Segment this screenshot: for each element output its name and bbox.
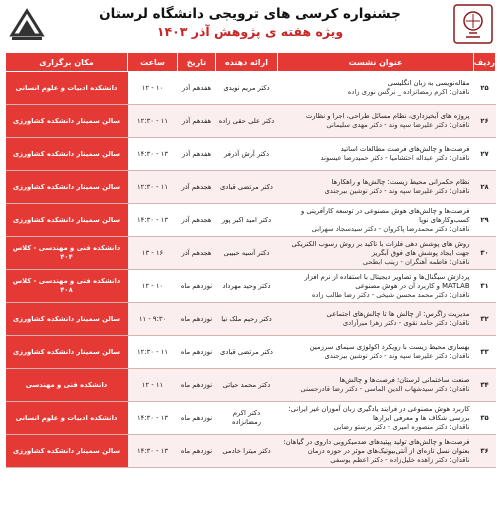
table-row: [6, 336, 496, 369]
session-place: دانشکده فنی و مهندسی - کلاس ۴۰۸: [6, 270, 128, 303]
presenter: دکتر علی حقی زاده: [216, 105, 278, 138]
session-title: مقاله‌نویسی به زبان انگلیسی: [387, 79, 470, 87]
session-date: هجدهم آذر: [178, 171, 216, 204]
row-number: ۲۹: [474, 204, 496, 237]
session-time: ۱۳ - ۱۴:۳۰: [128, 204, 178, 237]
schedule-table: [5, 52, 496, 468]
session-critics: ناقدان: دکتر محمد محسن شیخی - دکتر رضا طالب زاده: [311, 290, 470, 299]
session-title-cell: [278, 435, 474, 468]
session-place: سالن سمینار دانشکده کشاورزی: [6, 138, 128, 171]
table-row: [6, 303, 496, 336]
row-number: ۳۱: [474, 270, 496, 303]
session-critics: ناقدان: دکتر علیرضا سپه وند - دکتر نوشین بیرجندی: [324, 352, 470, 360]
session-time: ۱۱ - ۱۲: [128, 369, 178, 402]
row-number: ۲۵: [474, 72, 496, 105]
session-date: نوزدهم ماه: [178, 435, 216, 468]
session-title: مدیریت زاگرس: از چالش ها تا چالش‌های اجتماعی: [326, 310, 470, 318]
session-place: سالن سمینار دانشکده کشاورزی: [6, 303, 128, 336]
col-header-place: مکان برگزاری: [6, 53, 128, 72]
table-row: [6, 204, 496, 237]
session-place: دانشکده ادبیات و علوم انسانی: [6, 402, 128, 435]
row-number: ۳۰: [474, 237, 496, 270]
session-title: پروژه های آبخیزداری، نظام مسائل طراحی، اجرا و نظارت: [305, 112, 470, 120]
row-number: ۳۳: [474, 336, 496, 369]
session-critics: ناقدان: دکتر محمدرضا پاکروان - دکتر سیدسجاد سهرابی: [311, 224, 470, 233]
session-time: ۹:۳۰ - ۱۱: [128, 303, 178, 336]
row-number: ۲۸: [474, 171, 496, 204]
session-place: سالن سمینار دانشکده کشاورزی: [6, 204, 128, 237]
session-place: دانشکده فنی و مهندسی: [6, 369, 128, 402]
session-date: هفدهم آذر: [178, 105, 216, 138]
row-number: ۳۶: [474, 435, 496, 468]
presenter: دکتر اکرم رمضانزاده: [216, 402, 278, 435]
table-row: [6, 237, 496, 270]
page-subtitle: ویژه هفته ی پژوهش آذر ۱۴۰۳: [156, 24, 344, 39]
session-critics: ناقدان: دکتر علیرضا سپه وند - دکتر مهدی سلیمانی: [326, 121, 470, 129]
table-row: [6, 435, 496, 468]
session-place: سالن سمینار دانشکده کشاورزی: [6, 105, 128, 138]
session-time: ۱۱ - ۱۲:۳۰: [128, 336, 178, 369]
session-title-cell: [278, 105, 474, 138]
session-date: نوزدهم ماه: [178, 303, 216, 336]
table-row: [6, 270, 496, 303]
table-header-row: [6, 53, 496, 72]
presenter: دکتر آرش آذرفر: [216, 138, 278, 171]
col-header-no: ردیف: [474, 53, 496, 72]
session-time: ۱۳ - ۱۴:۳۰: [128, 435, 178, 468]
session-place: دانشکده ادبیات و علوم انسانی: [6, 72, 128, 105]
session-date: هفدهم آذر: [178, 72, 216, 105]
row-number: ۳۵: [474, 402, 496, 435]
presenter: دکتر مرتضی قبادی: [216, 336, 278, 369]
col-header-time: ساعت: [128, 53, 178, 72]
session-date: نوزدهم ماه: [178, 270, 216, 303]
session-time: ۱۳ - ۱۴:۳۰: [128, 402, 178, 435]
research-week-logo-icon: [452, 3, 494, 45]
session-time: ۱۰ - ۱۲: [128, 270, 178, 303]
presenter: دکتر آسیه حبیبی: [216, 237, 278, 270]
session-critics: ناقدان: دکتر حامد نقوی - دکتر زهرا میرآزادی: [342, 319, 470, 327]
session-title-cell: [278, 336, 474, 369]
session-time: ۱۱ - ۱۲:۳۰: [128, 105, 178, 138]
row-number: ۳۴: [474, 369, 496, 402]
session-title: بهسازی محیط زیست با رویکرد اکولوژی سیمای سرزمین: [309, 343, 470, 351]
session-critics: ناقدان: دکتر منصوره امیری - دکتر پرستو رضایی: [333, 422, 470, 431]
presenter: دکتر محمد حیاتی: [216, 369, 278, 402]
session-title-cell: [278, 237, 474, 270]
session-title: نظام حکمرانی محیط زیست: چالش‌ها و راهکارها: [331, 178, 470, 186]
session-critics: ناقدان: دکتر عبداله احتشامیا - دکتر حمیدرضا عیسوند: [320, 154, 470, 162]
session-date: نوزدهم ماه: [178, 369, 216, 402]
session-title-cell: [278, 72, 474, 105]
col-header-date: تاریخ: [178, 53, 216, 72]
session-date: هجدهم آذر: [178, 204, 216, 237]
session-title: کاربرد هوش مصنوعی در فرایند یادگیری زبان آموزان غیر ایرانی: بررسی شکاف ها و معرفی ابزارها: [288, 404, 470, 422]
row-number: ۲۷: [474, 138, 496, 171]
presenter: دکتر وحید مهرداد: [216, 270, 278, 303]
table-row: [6, 402, 496, 435]
presenter: دکتر رحیم ملک نیا: [216, 303, 278, 336]
table-row: [6, 369, 496, 402]
session-title-cell: [278, 402, 474, 435]
session-title-cell: [278, 270, 474, 303]
header: [0, 0, 500, 52]
session-critics: ناقدان: اکرم رمضانزاده _ نرگس نوری زاده: [347, 88, 470, 96]
presenter: دکتر مریم نویدی: [216, 72, 278, 105]
col-header-title: عنوان نشست: [278, 53, 474, 72]
session-critics: ناقدان: دکتر علیرضا سپه وند - دکتر نوشین بیرجندی: [324, 187, 470, 195]
session-critics: ناقدان: دکتر زاهده خلیل‌زاده - دکتر اعظم یوسفی: [330, 455, 470, 464]
presenter: دکتر مرتضی قبادی: [216, 171, 278, 204]
session-title-cell: [278, 369, 474, 402]
session-place: سالن سمینار دانشکده کشاورزی: [6, 336, 128, 369]
session-time: ۱۱ - ۱۲:۳۰: [128, 171, 178, 204]
session-place: سالن سمینار دانشکده کشاورزی: [6, 171, 128, 204]
session-title-cell: [278, 303, 474, 336]
table-row: [6, 171, 496, 204]
session-critics: ناقدان: دکتر سیدشهاب الدین الماسی - دکتر رضا قادرحسنی: [300, 385, 470, 393]
session-date: نوزدهم ماه: [178, 402, 216, 435]
table-row: [6, 138, 496, 171]
session-title: روش های پوشش دهی فلزات با تاکید بر روش رسوب الکتریکی جهت ایجاد پوشش های فوق آبگریز: [291, 239, 470, 257]
table-row: [6, 105, 496, 138]
session-title-cell: [278, 204, 474, 237]
session-title-cell: [278, 138, 474, 171]
session-title: فرصت‌ها و چالش‌های هوش مصنوعی در توسعه کارآفرینی و کسب‌وکارهای نوپا: [300, 206, 470, 224]
session-place: دانشکده فنی و مهندسی - کلاس ۴۰۴: [6, 237, 128, 270]
presenter: دکتر امید اکبر پور: [216, 204, 278, 237]
session-title: فرصت‌ها و چالش‌های فرصت مطالعات اساتید: [340, 145, 470, 153]
row-number: ۲۶: [474, 105, 496, 138]
page-title: جشنواره کرسی های ترویجی دانشگاه لرستان: [99, 6, 401, 22]
session-date: هجدهم آذر: [178, 237, 216, 270]
session-date: هفدهم آذر: [178, 138, 216, 171]
session-time: ۱۳ - ۱۴:۳۰: [128, 138, 178, 171]
session-title: پردازش سیگنال‌ها و تصاویر دیجیتال با استفاده از نرم افزار MATLAB و کاربرد آن در هوش مصنوعی: [304, 272, 470, 290]
session-title: صنعت ساختمانی لرستان؛ فرصت‌ها و چالش‌ها: [339, 376, 470, 384]
session-critics: ناقدان: فاطمه آهنگران - زینب ابطحی: [362, 257, 470, 266]
session-time: ۱۶ - ۱۳: [128, 237, 178, 270]
session-title-cell: [278, 171, 474, 204]
row-number: ۳۲: [474, 303, 496, 336]
presenter: دکتر میترا خادمی: [216, 435, 278, 468]
session-time: ۱۰ - ۱۲: [128, 72, 178, 105]
university-logo-icon: [6, 3, 48, 45]
title-block: [60, 6, 440, 41]
col-header-presenter: ارائه دهنده: [216, 53, 278, 72]
session-place: سالن سمینار دانشکده کشاورزی: [6, 435, 128, 468]
session-title: فرصت‌ها و چالش‌های تولید پپتیدهای ضدمیکروبی داروی در گیاهان؛ بعنوان نسل تازه‌ای از آنتی‌بیوتیک‌های موثر در حوزه درمان: [283, 437, 470, 455]
session-date: نوزدهم ماه: [178, 336, 216, 369]
table-row: [6, 72, 496, 105]
